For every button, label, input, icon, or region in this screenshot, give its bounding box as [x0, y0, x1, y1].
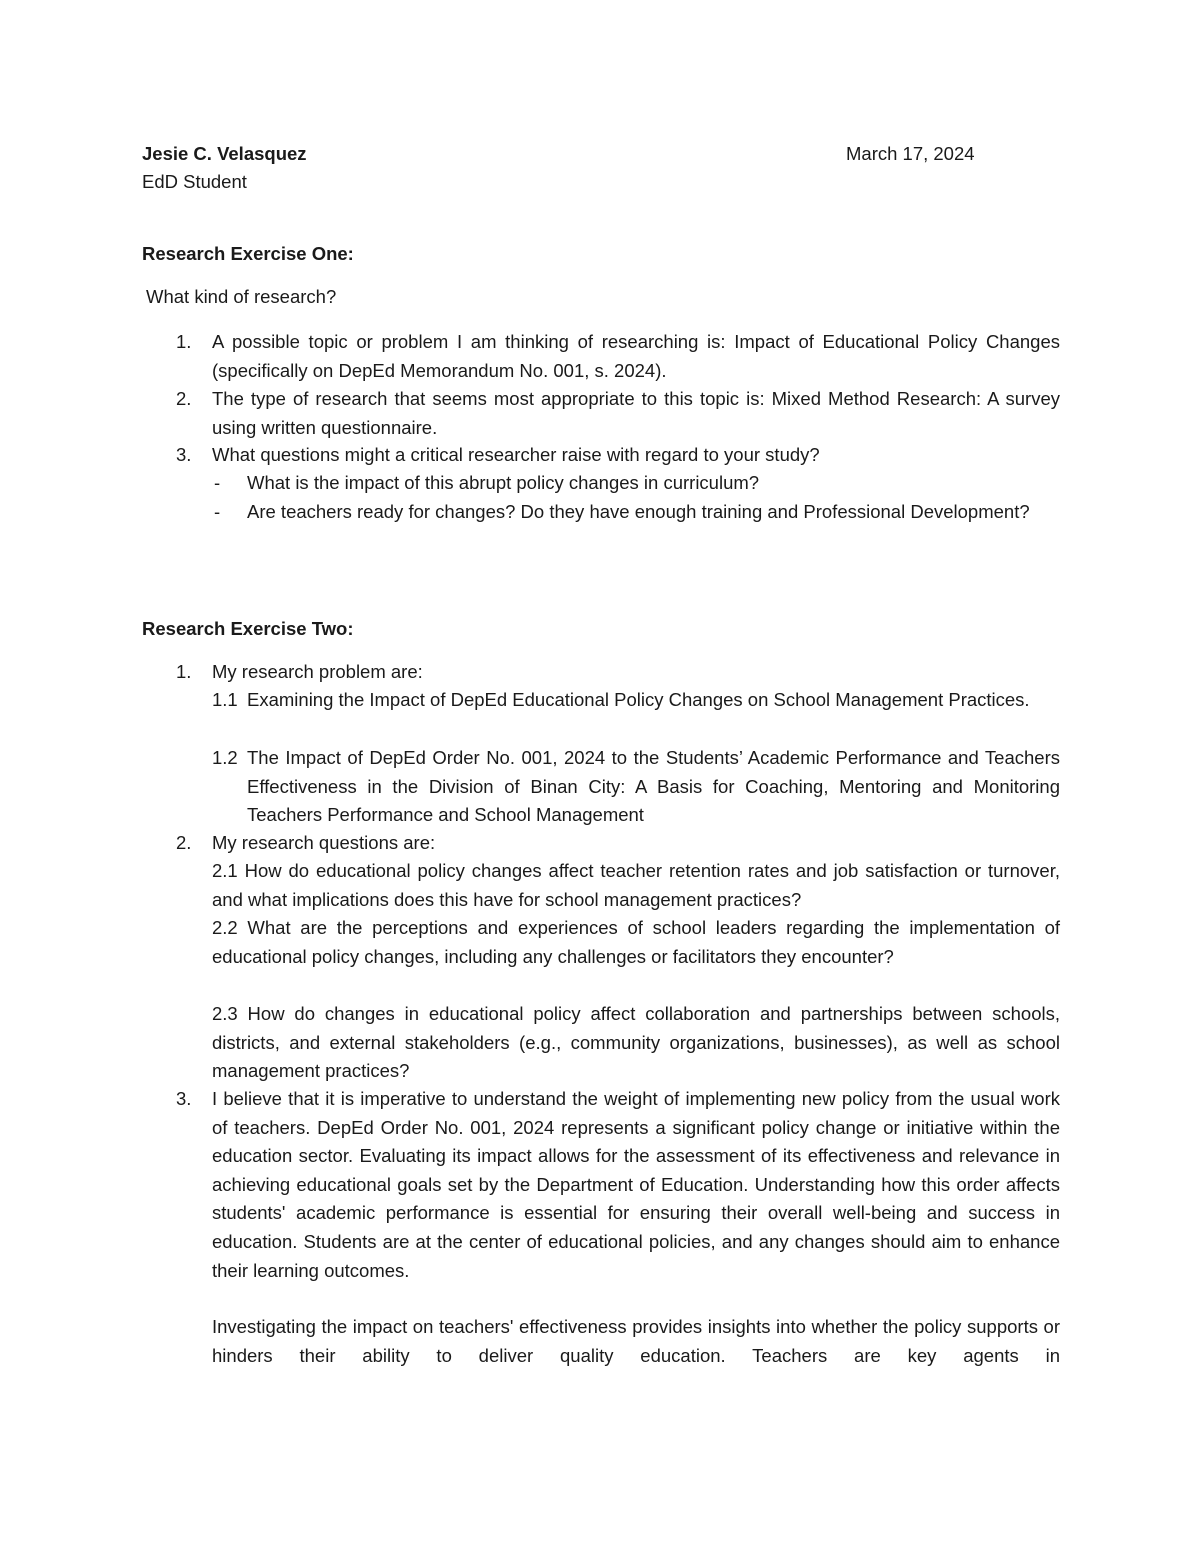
sub-item: Examining the Impact of DepEd Educational Policy Changes on School Management Practices. [247, 689, 1030, 710]
list-number: 3. [176, 444, 192, 465]
bullet-item: Are teachers ready for changes? Do they have enough training and Professional Development? [247, 501, 1030, 522]
research-question: 2.2 What are the perceptions and experiences of school leaders regarding the implementation of educational policy changes, including any challenges or facilitators they encounter? [212, 917, 1060, 967]
rationale-paragraph: I believe that it is imperative to understand the weight of implementing new policy from the usual work of teachers. DepEd Order No. 001, 2024 represents a significant policy change or initiative within the education sector. Evaluating its impact allows for the assessment of its effectiveness and relevance in achieving educational goals set by the Department of Education. Understanding how this order affects students' academic performance is essential for ensuring their overall well-being and success in education. Students are at the center of educational policies, and any changes should aim to enhance their learning outcomes. [212, 1088, 1060, 1281]
document-page [142, 0, 1060, 1553]
list-number: 1. [176, 661, 192, 682]
research-question: 2.3 How do changes in educational policy affect collaboration and partnerships between schools, districts, and external stakeholders (e.g., community organizations, businesses), as well as school management practices? [212, 1003, 1060, 1082]
list-number: 1. [176, 331, 192, 352]
bullet-item: What is the impact of this abrupt policy changes in curriculum? [247, 472, 760, 493]
sub-item: The Impact of DepEd Order No. 001, 2024 to the Students’ Academic Performance and Teachers Effectiveness in the Division of Binan City: A Basis for Coaching, Mentoring and Monitoring Teachers Performance and School Management [247, 747, 1060, 826]
bullet-dash: - [214, 501, 221, 522]
list-item: My research problem are: [212, 661, 423, 682]
list-item: My research questions are: [212, 832, 436, 853]
list-item: The type of research that seems most appropriate to this topic is: Mixed Method Research: A survey using written questionnaire. [212, 388, 1060, 438]
document-date: March 17, 2024 [846, 143, 975, 164]
exercise-two-title: Research Exercise Two: [142, 618, 354, 639]
list-item: What questions might a critical researcher raise with regard to your study? [212, 444, 820, 465]
author-name: Jesie C. Velasquez [142, 143, 307, 164]
list-number: 2. [176, 388, 192, 409]
exercise-one-subtitle: What kind of research? [146, 286, 337, 307]
research-question: 2.1 How do educational policy changes affect teacher retention rates and job satisfaction or turnover, and what implications does this have for school management practices? [212, 860, 1060, 910]
exercise-one-title: Research Exercise One: [142, 243, 354, 264]
list-number: 3. [176, 1088, 192, 1109]
sub-item-number: 1.2 [212, 747, 238, 768]
bullet-dash: - [214, 472, 221, 493]
rationale-paragraph: Investigating the impact on teachers' effectiveness provides insights into whether the policy supports or hinders their ability to deliver quality education. Teachers are key agents in [212, 1316, 1060, 1366]
list-item: A possible topic or problem I am thinking of researching is: Impact of Educational Policy Changes (specifically on DepEd Memorandum No. 001, s. 2024). [212, 331, 1060, 381]
author-role: EdD Student [142, 171, 247, 192]
list-number: 2. [176, 832, 192, 853]
sub-item-number: 1.1 [212, 689, 238, 710]
